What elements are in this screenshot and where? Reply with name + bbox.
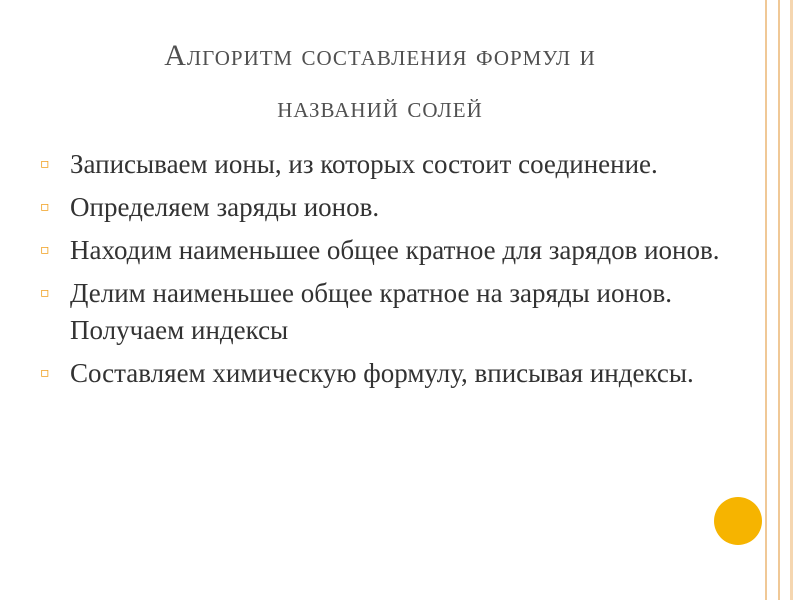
decorative-border-line <box>778 0 780 600</box>
slide-title <box>30 30 730 134</box>
bullet-square-icon: ▫ <box>40 156 50 172</box>
decorative-border-line <box>790 0 793 600</box>
bullet-text: Делим наименьшее общее кратное на заряды ионов. Получаем индексы <box>70 278 672 345</box>
bullet-square-icon: ▫ <box>40 199 50 215</box>
decorative-circle <box>714 497 762 545</box>
title-line: Алгоритм составления формул и <box>164 39 596 72</box>
title-line: названий солей <box>277 91 483 124</box>
bullet-item <box>40 275 720 349</box>
bullet-square-icon: ▫ <box>40 365 50 381</box>
bullet-item <box>40 189 720 226</box>
bullet-item <box>40 146 720 183</box>
bullet-item <box>40 232 720 269</box>
bullet-list <box>40 146 720 398</box>
bullet-text: Находим наименьшее общее кратное для зарядов ионов. <box>70 235 720 265</box>
bullet-square-icon: ▫ <box>40 242 50 258</box>
bullet-text: Составляем химическую формулу, вписывая индексы. <box>70 358 694 388</box>
decorative-border-line <box>765 0 767 600</box>
bullet-item <box>40 355 720 392</box>
bullet-square-icon: ▫ <box>40 285 50 301</box>
bullet-text: Определяем заряды ионов. <box>70 192 380 222</box>
bullet-text: Записываем ионы, из которых состоит соединение. <box>70 149 658 179</box>
